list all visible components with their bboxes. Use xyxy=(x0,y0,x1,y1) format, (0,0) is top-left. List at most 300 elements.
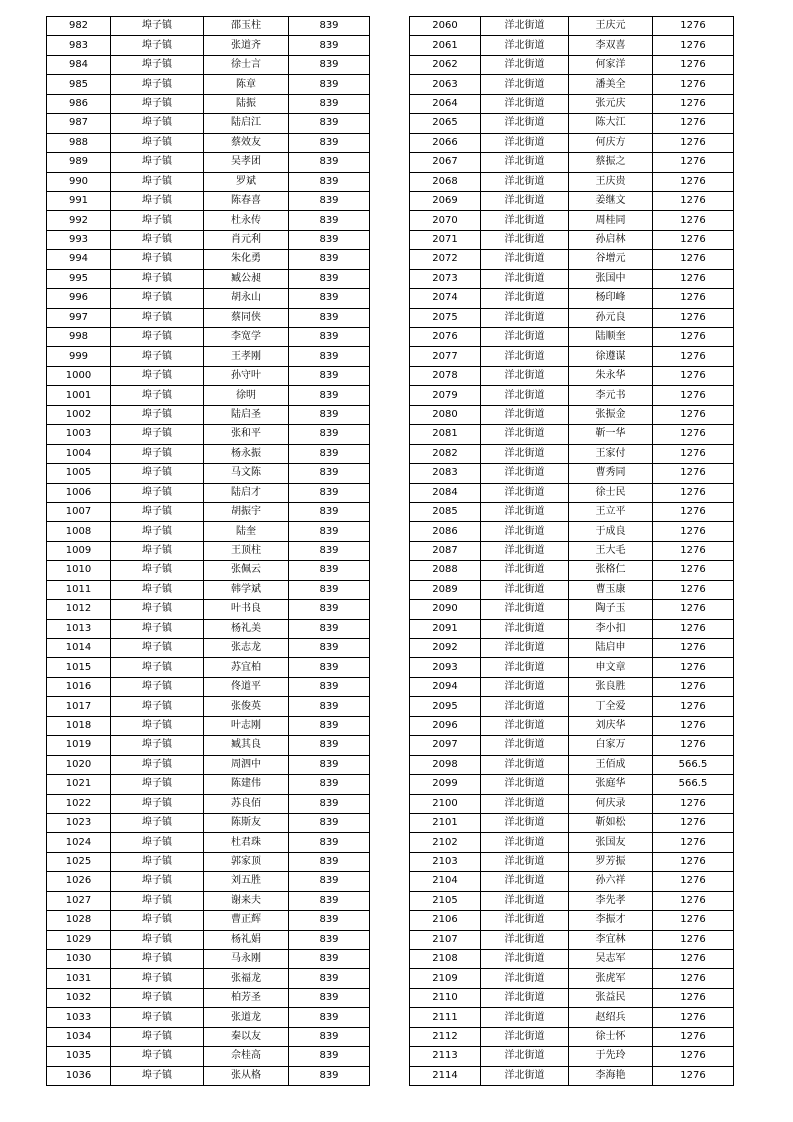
name-cell: 杨礼美 xyxy=(204,619,289,638)
table-row xyxy=(47,1008,370,1027)
name-cell: 吴志军 xyxy=(569,950,653,969)
amount-cell: 839 xyxy=(289,813,370,832)
name-cell: 臧其良 xyxy=(204,736,289,755)
row-number-cell: 2106 xyxy=(410,911,481,930)
table-row xyxy=(47,114,370,133)
district-cell: 洋北街道 xyxy=(481,600,569,619)
amount-cell: 1276 xyxy=(653,405,734,424)
district-cell: 埠子镇 xyxy=(111,328,204,347)
amount-cell: 839 xyxy=(289,250,370,269)
amount-cell: 839 xyxy=(289,328,370,347)
amount-cell: 1276 xyxy=(653,580,734,599)
row-number-cell: 1035 xyxy=(47,1047,111,1066)
table-row xyxy=(410,950,734,969)
row-number-cell: 982 xyxy=(47,17,111,36)
amount-cell: 1276 xyxy=(653,36,734,55)
district-cell: 洋北街道 xyxy=(481,775,569,794)
row-number-cell: 2108 xyxy=(410,950,481,969)
name-cell: 王立平 xyxy=(569,502,653,521)
row-number-cell: 1014 xyxy=(47,639,111,658)
amount-cell: 839 xyxy=(289,775,370,794)
amount-cell: 839 xyxy=(289,1047,370,1066)
name-cell: 曹秀同 xyxy=(569,464,653,483)
amount-cell: 1276 xyxy=(653,1027,734,1046)
table-row xyxy=(47,17,370,36)
name-cell: 王孝刚 xyxy=(204,347,289,366)
amount-cell: 1276 xyxy=(653,658,734,677)
amount-cell: 839 xyxy=(289,1008,370,1027)
amount-cell: 839 xyxy=(289,172,370,191)
amount-cell: 839 xyxy=(289,600,370,619)
row-number-cell: 2098 xyxy=(410,755,481,774)
district-cell: 埠子镇 xyxy=(111,425,204,444)
amount-cell: 839 xyxy=(289,75,370,94)
district-cell: 埠子镇 xyxy=(111,872,204,891)
table-row xyxy=(410,328,734,347)
district-cell: 埠子镇 xyxy=(111,988,204,1007)
name-cell: 何庆方 xyxy=(569,133,653,152)
name-cell: 张福龙 xyxy=(204,969,289,988)
table-row xyxy=(410,891,734,910)
table-row xyxy=(410,639,734,658)
amount-cell: 1276 xyxy=(653,172,734,191)
table-row xyxy=(410,522,734,541)
amount-cell: 566.5 xyxy=(653,775,734,794)
name-cell: 张格仁 xyxy=(569,561,653,580)
district-cell: 洋北街道 xyxy=(481,677,569,696)
name-cell: 陆启江 xyxy=(204,114,289,133)
right-table-body xyxy=(410,17,734,1086)
table-row xyxy=(47,716,370,735)
name-cell: 陶子玉 xyxy=(569,600,653,619)
row-number-cell: 2068 xyxy=(410,172,481,191)
district-cell: 埠子镇 xyxy=(111,891,204,910)
row-number-cell: 2090 xyxy=(410,600,481,619)
table-row xyxy=(410,405,734,424)
amount-cell: 1276 xyxy=(653,969,734,988)
table-row xyxy=(410,794,734,813)
row-number-cell: 1026 xyxy=(47,872,111,891)
name-cell: 杜君珠 xyxy=(204,833,289,852)
amount-cell: 839 xyxy=(289,425,370,444)
table-row xyxy=(47,75,370,94)
district-cell: 埠子镇 xyxy=(111,755,204,774)
amount-cell: 1276 xyxy=(653,619,734,638)
district-cell: 洋北街道 xyxy=(481,17,569,36)
table-row xyxy=(410,94,734,113)
district-cell: 埠子镇 xyxy=(111,930,204,949)
table-row xyxy=(47,328,370,347)
amount-cell: 1276 xyxy=(653,697,734,716)
table-row xyxy=(47,619,370,638)
row-number-cell: 2101 xyxy=(410,813,481,832)
row-number-cell: 2099 xyxy=(410,775,481,794)
name-cell: 王家付 xyxy=(569,444,653,463)
district-cell: 埠子镇 xyxy=(111,950,204,969)
district-cell: 洋北街道 xyxy=(481,425,569,444)
amount-cell: 839 xyxy=(289,405,370,424)
row-number-cell: 2092 xyxy=(410,639,481,658)
amount-cell: 839 xyxy=(289,366,370,385)
row-number-cell: 2064 xyxy=(410,94,481,113)
row-number-cell: 2094 xyxy=(410,677,481,696)
row-number-cell: 991 xyxy=(47,191,111,210)
name-cell: 陆振 xyxy=(204,94,289,113)
table-row xyxy=(47,386,370,405)
name-cell: 蔡同侠 xyxy=(204,308,289,327)
row-number-cell: 1010 xyxy=(47,561,111,580)
table-row xyxy=(410,483,734,502)
name-cell: 徐明 xyxy=(204,386,289,405)
row-number-cell: 1013 xyxy=(47,619,111,638)
amount-cell: 839 xyxy=(289,872,370,891)
row-number-cell: 2077 xyxy=(410,347,481,366)
amount-cell: 1276 xyxy=(653,600,734,619)
name-cell: 李小扣 xyxy=(569,619,653,638)
district-cell: 埠子镇 xyxy=(111,1008,204,1027)
table-row xyxy=(410,250,734,269)
amount-cell: 839 xyxy=(289,133,370,152)
district-cell: 洋北街道 xyxy=(481,794,569,813)
name-cell: 秦以友 xyxy=(204,1027,289,1046)
district-cell: 埠子镇 xyxy=(111,561,204,580)
district-cell: 洋北街道 xyxy=(481,833,569,852)
table-row xyxy=(47,930,370,949)
table-row xyxy=(410,1047,734,1066)
amount-cell: 1276 xyxy=(653,328,734,347)
row-number-cell: 1017 xyxy=(47,697,111,716)
district-cell: 埠子镇 xyxy=(111,308,204,327)
amount-cell: 1276 xyxy=(653,114,734,133)
table-row xyxy=(47,425,370,444)
row-number-cell: 1021 xyxy=(47,775,111,794)
row-number-cell: 2061 xyxy=(410,36,481,55)
table-row xyxy=(47,891,370,910)
row-number-cell: 2111 xyxy=(410,1008,481,1027)
row-number-cell: 999 xyxy=(47,347,111,366)
district-cell: 洋北街道 xyxy=(481,250,569,269)
amount-cell: 1276 xyxy=(653,1066,734,1085)
amount-cell: 839 xyxy=(289,891,370,910)
district-cell: 埠子镇 xyxy=(111,619,204,638)
table-row xyxy=(47,211,370,230)
amount-cell: 839 xyxy=(289,619,370,638)
district-cell: 洋北街道 xyxy=(481,755,569,774)
district-cell: 埠子镇 xyxy=(111,250,204,269)
table-row xyxy=(47,736,370,755)
table-row xyxy=(47,697,370,716)
district-cell: 埠子镇 xyxy=(111,969,204,988)
row-number-cell: 990 xyxy=(47,172,111,191)
row-number-cell: 2084 xyxy=(410,483,481,502)
amount-cell: 1276 xyxy=(653,911,734,930)
table-row xyxy=(410,716,734,735)
district-cell: 埠子镇 xyxy=(111,289,204,308)
name-cell: 张从格 xyxy=(204,1066,289,1085)
table-row xyxy=(410,464,734,483)
name-cell: 靳一华 xyxy=(569,425,653,444)
table-row xyxy=(410,36,734,55)
name-cell: 丁全爱 xyxy=(569,697,653,716)
amount-cell: 1276 xyxy=(653,250,734,269)
table-row xyxy=(410,813,734,832)
row-number-cell: 1015 xyxy=(47,658,111,677)
district-cell: 洋北街道 xyxy=(481,1008,569,1027)
table-row xyxy=(410,969,734,988)
district-cell: 洋北街道 xyxy=(481,502,569,521)
row-number-cell: 2076 xyxy=(410,328,481,347)
amount-cell: 1276 xyxy=(653,813,734,832)
row-number-cell: 1002 xyxy=(47,405,111,424)
district-cell: 洋北街道 xyxy=(481,289,569,308)
amount-cell: 839 xyxy=(289,269,370,288)
district-cell: 洋北街道 xyxy=(481,464,569,483)
table-row xyxy=(47,133,370,152)
name-cell: 佘桂高 xyxy=(204,1047,289,1066)
row-number-cell: 2102 xyxy=(410,833,481,852)
table-row xyxy=(47,911,370,930)
row-number-cell: 2095 xyxy=(410,697,481,716)
row-number-cell: 2074 xyxy=(410,289,481,308)
name-cell: 王大毛 xyxy=(569,541,653,560)
district-cell: 埠子镇 xyxy=(111,94,204,113)
row-number-cell: 2066 xyxy=(410,133,481,152)
amount-cell: 839 xyxy=(289,444,370,463)
district-cell: 埠子镇 xyxy=(111,153,204,172)
district-cell: 埠子镇 xyxy=(111,1047,204,1066)
table-row xyxy=(47,639,370,658)
district-cell: 埠子镇 xyxy=(111,172,204,191)
row-number-cell: 2082 xyxy=(410,444,481,463)
row-number-cell: 2080 xyxy=(410,405,481,424)
row-number-cell: 2105 xyxy=(410,891,481,910)
district-cell: 洋北街道 xyxy=(481,872,569,891)
district-cell: 埠子镇 xyxy=(111,36,204,55)
district-cell: 洋北街道 xyxy=(481,269,569,288)
table-row xyxy=(410,366,734,385)
table-row xyxy=(47,1066,370,1085)
row-number-cell: 2093 xyxy=(410,658,481,677)
district-cell: 洋北街道 xyxy=(481,75,569,94)
district-cell: 埠子镇 xyxy=(111,464,204,483)
row-number-cell: 1036 xyxy=(47,1066,111,1085)
row-number-cell: 988 xyxy=(47,133,111,152)
district-cell: 埠子镇 xyxy=(111,775,204,794)
name-cell: 张振金 xyxy=(569,405,653,424)
row-number-cell: 2069 xyxy=(410,191,481,210)
name-cell: 张道龙 xyxy=(204,1008,289,1027)
district-cell: 洋北街道 xyxy=(481,36,569,55)
district-cell: 洋北街道 xyxy=(481,405,569,424)
table-row xyxy=(47,600,370,619)
district-cell: 洋北街道 xyxy=(481,94,569,113)
district-cell: 埠子镇 xyxy=(111,697,204,716)
district-cell: 埠子镇 xyxy=(111,502,204,521)
district-cell: 洋北街道 xyxy=(481,969,569,988)
amount-cell: 1276 xyxy=(653,541,734,560)
name-cell: 张国友 xyxy=(569,833,653,852)
district-cell: 埠子镇 xyxy=(111,833,204,852)
name-cell: 佟道平 xyxy=(204,677,289,696)
name-cell: 孙元良 xyxy=(569,308,653,327)
table-row xyxy=(47,289,370,308)
name-cell: 王庆贵 xyxy=(569,172,653,191)
amount-cell: 1276 xyxy=(653,425,734,444)
name-cell: 叶书良 xyxy=(204,600,289,619)
table-row xyxy=(47,36,370,55)
amount-cell: 839 xyxy=(289,580,370,599)
name-cell: 王顶柱 xyxy=(204,541,289,560)
row-number-cell: 2107 xyxy=(410,930,481,949)
amount-cell: 839 xyxy=(289,114,370,133)
amount-cell: 1276 xyxy=(653,386,734,405)
district-cell: 埠子镇 xyxy=(111,1066,204,1085)
table-row xyxy=(410,988,734,1007)
name-cell: 曹正辉 xyxy=(204,911,289,930)
name-cell: 邵玉柱 xyxy=(204,17,289,36)
table-row xyxy=(47,191,370,210)
table-row xyxy=(47,775,370,794)
amount-cell: 1276 xyxy=(653,502,734,521)
name-cell: 叶志刚 xyxy=(204,716,289,735)
name-cell: 柏芳圣 xyxy=(204,988,289,1007)
row-number-cell: 2067 xyxy=(410,153,481,172)
row-number-cell: 2083 xyxy=(410,464,481,483)
table-row xyxy=(410,269,734,288)
amount-cell: 839 xyxy=(289,94,370,113)
name-cell: 李元书 xyxy=(569,386,653,405)
amount-cell: 839 xyxy=(289,852,370,871)
district-cell: 洋北街道 xyxy=(481,988,569,1007)
name-cell: 刘庆华 xyxy=(569,716,653,735)
amount-cell: 1276 xyxy=(653,483,734,502)
amount-cell: 839 xyxy=(289,755,370,774)
name-cell: 徐士民 xyxy=(569,483,653,502)
district-cell: 埠子镇 xyxy=(111,230,204,249)
row-number-cell: 2060 xyxy=(410,17,481,36)
amount-cell: 1276 xyxy=(653,833,734,852)
table-row xyxy=(410,1066,734,1085)
amount-cell: 1276 xyxy=(653,639,734,658)
district-cell: 洋北街道 xyxy=(481,1027,569,1046)
name-cell: 陈建伟 xyxy=(204,775,289,794)
amount-cell: 1276 xyxy=(653,347,734,366)
row-number-cell: 992 xyxy=(47,211,111,230)
amount-cell: 839 xyxy=(289,658,370,677)
row-number-cell: 1007 xyxy=(47,502,111,521)
name-cell: 罗芳振 xyxy=(569,852,653,871)
table-row xyxy=(410,75,734,94)
district-cell: 洋北街道 xyxy=(481,619,569,638)
row-number-cell: 1004 xyxy=(47,444,111,463)
district-cell: 洋北街道 xyxy=(481,308,569,327)
table-row xyxy=(410,1027,734,1046)
name-cell: 张庭华 xyxy=(569,775,653,794)
table-row xyxy=(47,464,370,483)
row-number-cell: 2096 xyxy=(410,716,481,735)
amount-cell: 1276 xyxy=(653,561,734,580)
district-cell: 埠子镇 xyxy=(111,75,204,94)
row-number-cell: 997 xyxy=(47,308,111,327)
table-row xyxy=(410,191,734,210)
name-cell: 陆启才 xyxy=(204,483,289,502)
name-cell: 张元庆 xyxy=(569,94,653,113)
row-number-cell: 1020 xyxy=(47,755,111,774)
name-cell: 姜继文 xyxy=(569,191,653,210)
district-cell: 埠子镇 xyxy=(111,658,204,677)
table-row xyxy=(410,1008,734,1027)
row-number-cell: 2087 xyxy=(410,541,481,560)
table-row xyxy=(47,347,370,366)
amount-cell: 1276 xyxy=(653,366,734,385)
row-number-cell: 1031 xyxy=(47,969,111,988)
amount-cell: 1276 xyxy=(653,988,734,1007)
table-row xyxy=(47,366,370,385)
row-number-cell: 986 xyxy=(47,94,111,113)
amount-cell: 839 xyxy=(289,950,370,969)
table-row xyxy=(47,561,370,580)
amount-cell: 1276 xyxy=(653,153,734,172)
amount-cell: 1276 xyxy=(653,950,734,969)
district-cell: 洋北街道 xyxy=(481,191,569,210)
table-row xyxy=(410,502,734,521)
table-row xyxy=(410,852,734,871)
amount-cell: 1276 xyxy=(653,930,734,949)
row-number-cell: 1012 xyxy=(47,600,111,619)
row-number-cell: 1032 xyxy=(47,988,111,1007)
table-row xyxy=(47,153,370,172)
table-row xyxy=(410,444,734,463)
name-cell: 周桂同 xyxy=(569,211,653,230)
district-cell: 埠子镇 xyxy=(111,269,204,288)
table-row xyxy=(410,872,734,891)
table-row xyxy=(410,230,734,249)
district-cell: 埠子镇 xyxy=(111,55,204,74)
amount-cell: 839 xyxy=(289,911,370,930)
amount-cell: 1276 xyxy=(653,736,734,755)
amount-cell: 839 xyxy=(289,541,370,560)
amount-cell: 839 xyxy=(289,191,370,210)
name-cell: 孙守叶 xyxy=(204,366,289,385)
name-cell: 蔡振之 xyxy=(569,153,653,172)
name-cell: 郭家顶 xyxy=(204,852,289,871)
row-number-cell: 1006 xyxy=(47,483,111,502)
amount-cell: 566.5 xyxy=(653,755,734,774)
district-cell: 洋北街道 xyxy=(481,444,569,463)
row-number-cell: 2113 xyxy=(410,1047,481,1066)
district-cell: 洋北街道 xyxy=(481,347,569,366)
table-row xyxy=(410,114,734,133)
amount-cell: 839 xyxy=(289,211,370,230)
table-row xyxy=(47,483,370,502)
row-number-cell: 2079 xyxy=(410,386,481,405)
district-cell: 洋北街道 xyxy=(481,114,569,133)
row-number-cell: 1001 xyxy=(47,386,111,405)
amount-cell: 839 xyxy=(289,716,370,735)
row-number-cell: 2072 xyxy=(410,250,481,269)
left-table xyxy=(46,16,370,1086)
amount-cell: 1276 xyxy=(653,75,734,94)
name-cell: 何庆录 xyxy=(569,794,653,813)
name-cell: 罗斌 xyxy=(204,172,289,191)
amount-cell: 1276 xyxy=(653,230,734,249)
amount-cell: 839 xyxy=(289,153,370,172)
name-cell: 张道齐 xyxy=(204,36,289,55)
amount-cell: 1276 xyxy=(653,211,734,230)
district-cell: 埠子镇 xyxy=(111,716,204,735)
amount-cell: 1276 xyxy=(653,852,734,871)
amount-cell: 1276 xyxy=(653,269,734,288)
